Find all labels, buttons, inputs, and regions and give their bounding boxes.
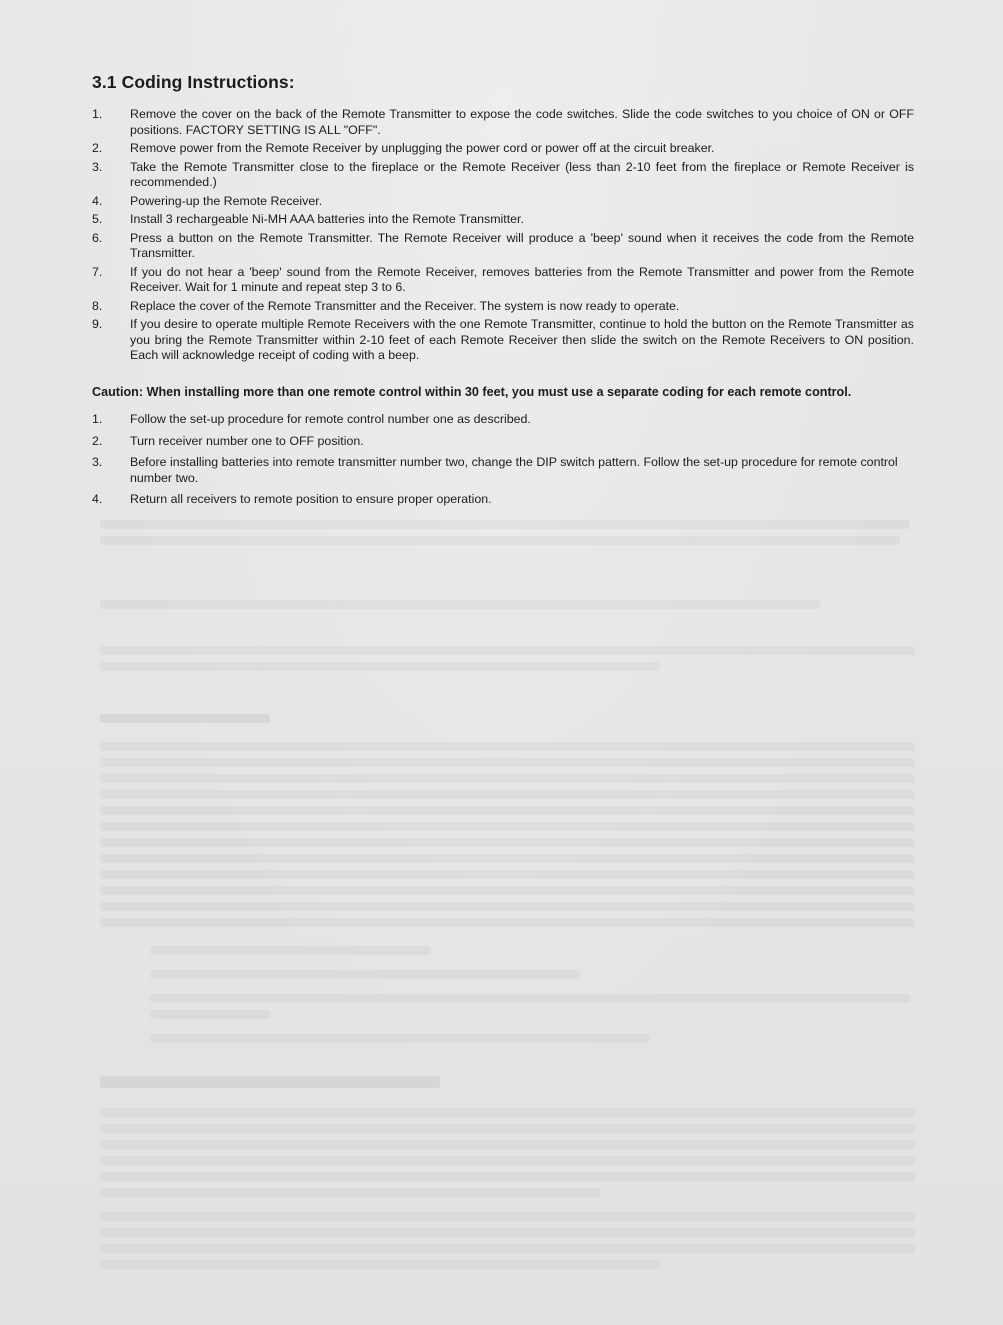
step-text: Follow the set-up procedure for remote control number one as described. xyxy=(130,412,531,427)
step-number: 9. xyxy=(92,317,103,331)
list-item xyxy=(92,160,914,191)
list-item xyxy=(92,194,914,210)
step-number: 1. xyxy=(92,412,103,427)
step-number: 8. xyxy=(92,298,103,313)
list-item xyxy=(92,265,914,296)
step-number: 2. xyxy=(92,433,103,448)
list-item xyxy=(92,412,914,428)
caution-steps-list xyxy=(92,412,914,508)
step-text: Press a button on the Remote Transmitter. The Remote Receiver will produce a 'beep' sound when it receives the code from the Remote Transmitter. xyxy=(130,230,914,260)
document-content xyxy=(92,72,914,514)
section-heading: 3.1 Coding Instructions: xyxy=(92,72,295,92)
list-item xyxy=(92,317,914,364)
list-item xyxy=(92,212,914,228)
step-number: 4. xyxy=(92,193,103,208)
step-text: Take the Remote Transmitter close to the fireplace or the Remote Receiver (less than 2-10 feet from the fireplace or Remote Receiver is recommended.) xyxy=(130,159,914,189)
list-item xyxy=(92,141,914,157)
step-number: 7. xyxy=(92,264,103,279)
step-number: 4. xyxy=(92,492,103,507)
step-text: Before installing batteries into remote transmitter number two, change the DIP switch pattern. Follow the set-up procedure for remote control number two. xyxy=(130,455,898,485)
step-text: Remove the cover on the back of the Remote Transmitter to expose the code switches. Slide the code switches to you choice of ON or OFF positions. FACTORY SETTING IS ALL "OFF". xyxy=(130,107,914,137)
list-item xyxy=(92,455,914,486)
step-text: Remove power from the Remote Receiver by unplugging the power cord or power off at the circuit breaker. xyxy=(130,141,715,155)
step-text: Return all receivers to remote position to ensure proper operation. xyxy=(130,492,492,507)
step-number: 2. xyxy=(92,141,103,155)
step-number: 5. xyxy=(92,212,103,226)
caution-paragraph: Caution: When installing more than one remote control within 30 feet, you must use a separate coding for each remote control. xyxy=(92,384,852,399)
list-item xyxy=(92,299,914,315)
list-item xyxy=(92,107,914,138)
step-text: Powering-up the Remote Receiver. xyxy=(130,193,323,208)
step-text: Replace the cover of the Remote Transmitter and the Receiver. The system is now ready to operate. xyxy=(130,298,680,313)
step-number: 1. xyxy=(92,107,103,121)
coding-steps-list xyxy=(92,107,914,364)
list-item xyxy=(92,231,914,262)
step-number: 3. xyxy=(92,159,103,174)
step-number: 3. xyxy=(92,455,103,470)
step-text: Install 3 rechargeable Ni-MH AAA batteries into the Remote Transmitter. xyxy=(130,212,524,226)
step-text: If you desire to operate multiple Remote Receivers with the one Remote Transmitter, continue to hold the button on the Remote Transmitter as you bring the Remote Transmitter within 2-10 feet of each Remote Receiver then slide the switch on the Remote Receivers to ON position. Each will acknowledge receipt of coding with a beep. xyxy=(130,317,914,362)
step-number: 6. xyxy=(92,230,103,245)
list-item xyxy=(92,434,914,450)
list-item xyxy=(92,492,914,508)
step-text: Turn receiver number one to OFF position. xyxy=(130,433,364,448)
step-text: If you do not hear a 'beep' sound from the Remote Receiver, removes batteries from the Remote Transmitter and power from the Remote Receiver. Wait for 1 minute and repeat step 3 to 6. xyxy=(130,264,914,294)
